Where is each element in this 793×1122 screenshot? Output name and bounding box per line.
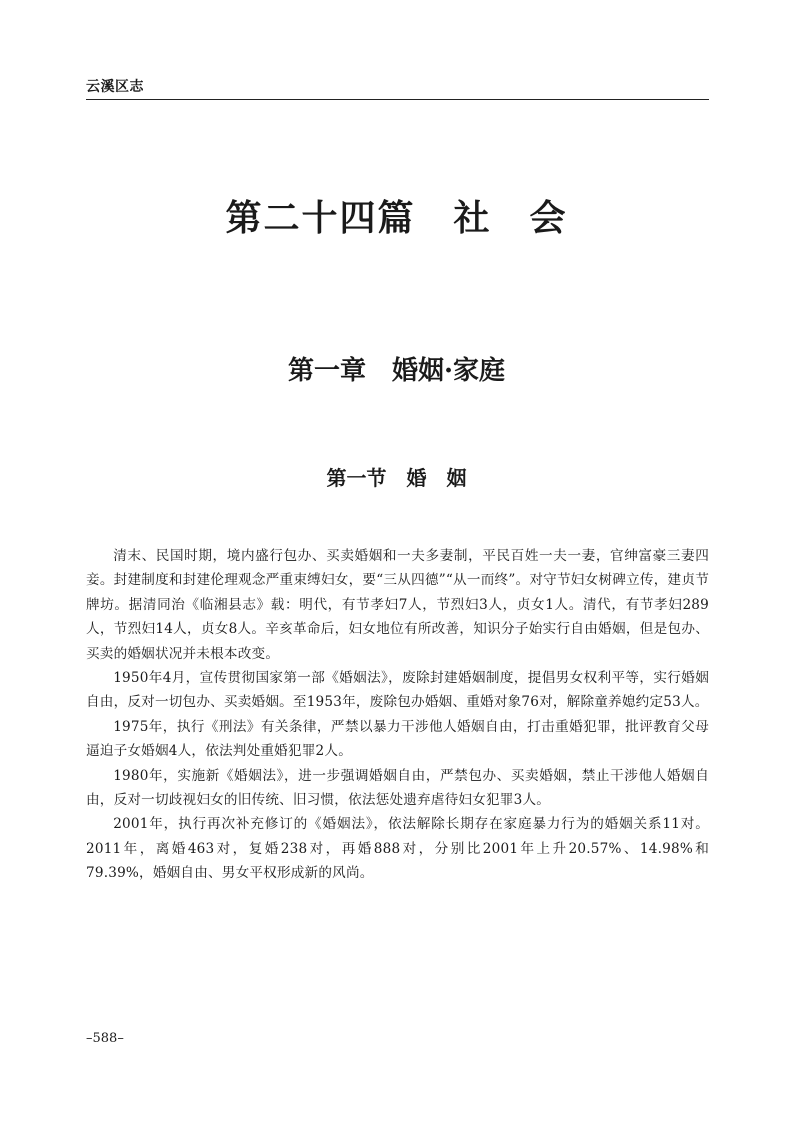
page-number: –588– bbox=[86, 1031, 124, 1046]
paragraph: 1950年4月，宣传贯彻国家第一部《婚姻法》，废除封建婚姻制度，提倡男女权利平等，实行婚姻自由，反对一切包办、买卖婚姻。至1953年，废除包办婚姻、重婚对象76对，解除童养媳约定53人。 bbox=[86, 670, 709, 711]
chapter-title: 第一章 婚姻·家庭 bbox=[287, 356, 506, 386]
body-text bbox=[86, 544, 709, 886]
part-title: 第二十四篇 社 会 bbox=[225, 197, 568, 239]
paragraph: 1975年，执行《刑法》有关条律，严禁以暴力干涉他人婚姻自由，打击重婚犯罪，批评教育父母逼迫子女婚姻4人，依法判处重婚犯罪2人。 bbox=[86, 718, 709, 760]
paragraph: 1980年，实施新《婚姻法》，进一步强调婚姻自由，严禁包办、买卖婚姻，禁止干涉他人婚姻自由，反对一切歧视妇女的旧传统、旧习惯，依法惩处遗弃虐待妇女犯罪3人。 bbox=[86, 767, 709, 809]
section-title: 第一节 婚 姻 bbox=[326, 466, 467, 490]
header-rule bbox=[86, 99, 709, 100]
paragraph: 2001年，执行再次补充修订的《婚姻法》，依法解除长期存在家庭暴力行为的婚姻关系11对。2011年，离婚463对，复婚238对，再婚888对，分别比2001年上升20.57%、14.98%和79.39%，婚姻自由、男女平权形成新的风尚。 bbox=[86, 816, 709, 882]
running-head: 云溪区志 bbox=[86, 79, 144, 95]
paragraph: 清末、民国时期，境内盛行包办、买卖婚姻和一夫多妻制，平民百姓一夫一妻，官绅富豪三妻四妾。封建制度和封建伦理观念严重束缚妇女，要“三从四德”“从一而终”。对守节妇女树碑立传，建贞节牌坊。据清同治《临湘县志》载：明代，有节孝妇7人，节烈妇3人，贞女1人。清代，有节孝妇289人，节烈妇14人，贞女8人。辛亥革命后，妇女地位有所改善，知识分子始实行自由婚姻，但是包办、买卖的婚姻状况并未根本改变。 bbox=[86, 548, 709, 662]
